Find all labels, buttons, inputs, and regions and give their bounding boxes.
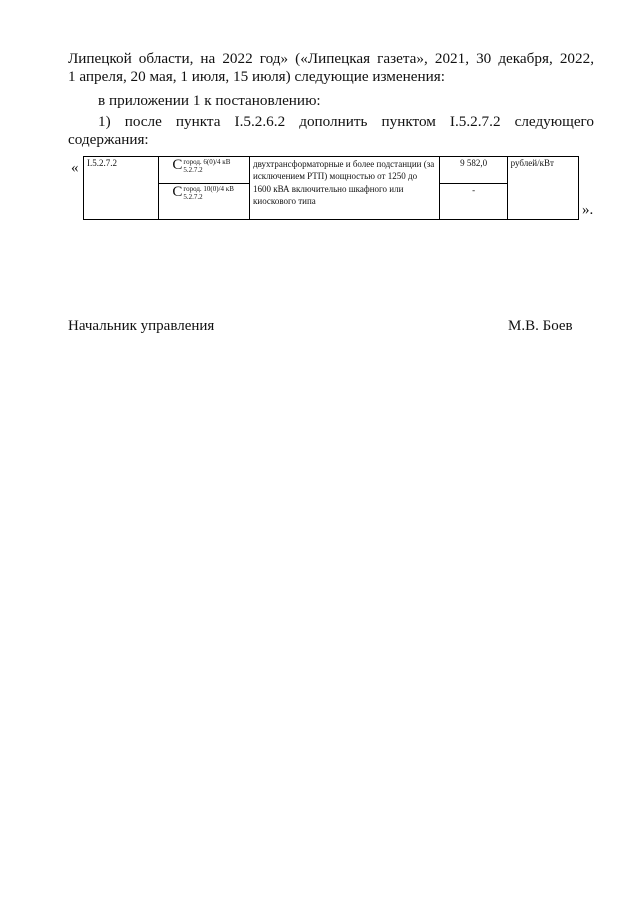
table-row xyxy=(84,157,579,184)
description-cell: двухтрансформаторные и более подстанции (за исключением РТП) мощностью от 1250 до 1600 кВА включительно шкафного или киоскового типа xyxy=(250,157,440,220)
tariff-subscript: 5.2.7.2 xyxy=(183,193,203,201)
signature-name: М.В. Боев xyxy=(508,318,573,334)
tariff-symbol-cell xyxy=(159,157,250,184)
value-cell: - xyxy=(440,184,507,220)
tariff-superscript: город. 6(0)/4 кВ xyxy=(183,158,231,166)
tariff-superscript: город. 10(0)/4 кВ xyxy=(183,185,234,193)
closing-quote: ». xyxy=(582,202,594,218)
tariff-subscript: 5.2.7.2 xyxy=(183,166,203,174)
tariff-symbol: C xyxy=(172,184,183,200)
tariff-symbol-cell xyxy=(159,184,250,220)
paragraph-line: 1) после пункта I.5.2.6.2 дополнить пунктом I.5.2.7.2 следующего xyxy=(98,113,594,130)
opening-quote: « xyxy=(71,160,79,176)
paragraph-line: Липецкой области, на 2022 год» («Липецкая газета», 2021, 30 декабря, 2022, xyxy=(68,50,594,67)
amendment-table xyxy=(83,156,579,220)
unit-cell: рублей/кВт xyxy=(507,157,578,220)
tariff-symbol: C xyxy=(172,157,183,173)
paragraph-line: в приложении 1 к постановлению: xyxy=(98,92,321,109)
signature-title: Начальник управления xyxy=(68,318,215,334)
paragraph-line: содержания: xyxy=(68,131,149,148)
value-cell: 9 582,0 xyxy=(440,157,507,184)
item-code-cell: I.5.2.7.2 xyxy=(84,157,159,220)
paragraph-line: 1 апреля, 20 мая, 1 июля, 15 июля) следующие изменения: xyxy=(68,68,445,85)
